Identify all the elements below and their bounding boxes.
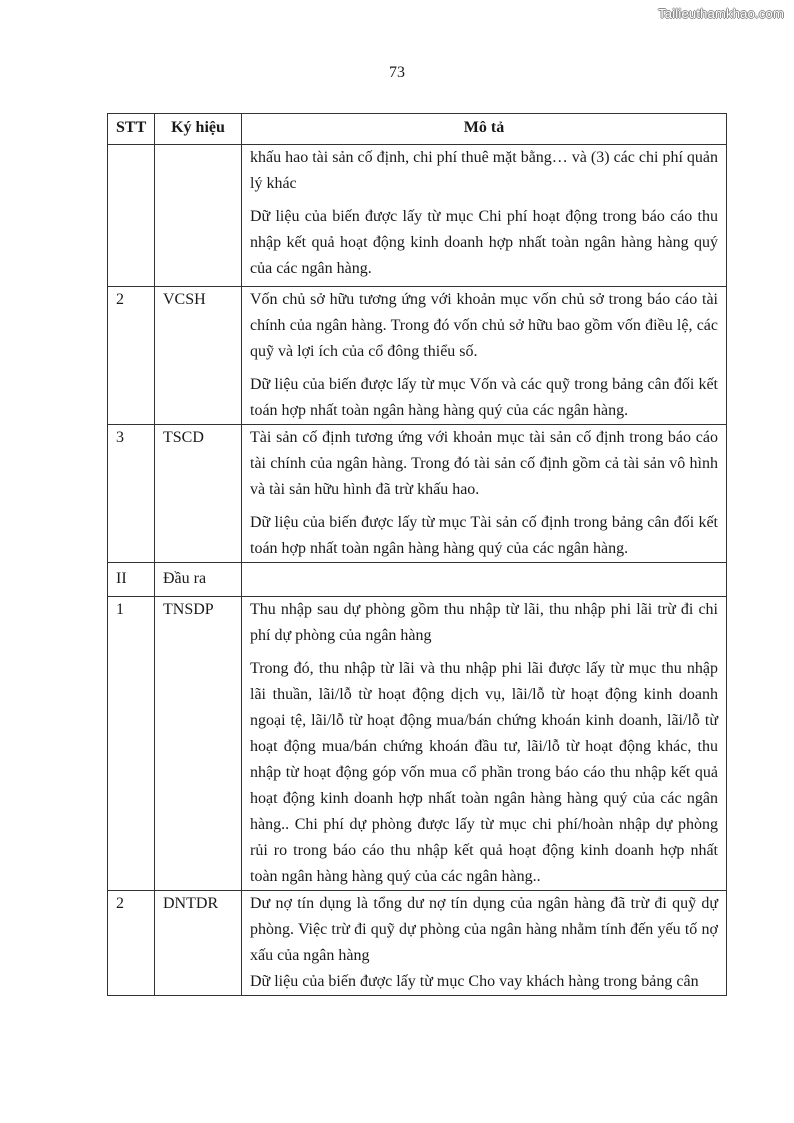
header-description: Mô tả [242,114,727,145]
header-symbol: Ký hiệu [155,114,242,145]
description-paragraph: Trong đó, thu nhập từ lãi và thu nhập phi lãi được lấy từ mục thu nhập lãi thuần, lãi/lỗ từ hoạt động dịch vụ, lãi/lỗ từ hoạt động kinh doanh ngoại tệ, lãi/lỗ từ hoạt động mua/bán chứng khoán kinh doanh, lãi/lỗ từ hoạt động mua/bán chứng khoán đầu tư, lãi/lỗ từ hoạt động khác, thu nhập từ hoạt động góp vốn mua cổ phần trong báo cáo thu nhập kết quả hoạt động kinh doanh hợp nhất toàn ngân hàng hàng quý của các ngân hàng.. Chi phí dự phòng được lấy từ mục chi phí/hoàn nhập dự phòng rủi ro trong báo cáo thu nhập kết quả hoạt động kinh doanh hợp nhất toàn ngân hàng hàng quý của các ngân hàng.. [250,660,718,885]
watermark: Tailieuthamkhao.com [658,6,784,21]
cell-stt: 2 [108,891,155,996]
table-row-section [108,563,727,597]
cell-description [242,891,727,996]
description-paragraph: Dữ liệu của biến được lấy từ mục Tài sản cố định trong bảng cân đối kết toán hợp nhất toàn ngân hàng hàng quý của các ngân hàng. [250,514,718,557]
description-paragraph: Dư nợ tín dụng là tổng dư nợ tín dụng của ngân hàng đã trừ đi quỹ dự phòng. Việc trừ đi quỹ dự phòng của ngân hàng nhằm tính đến yếu tố nợ xấu của ngân hàng [250,895,718,964]
cell-description [242,425,727,563]
table-header-row [108,114,727,145]
table-row [108,891,727,996]
description-paragraph: Dữ liệu của biến được lấy từ mục Vốn và các quỹ trong bảng cân đối kết toán hợp nhất toàn ngân hàng hàng quý của các ngân hàng. [250,376,718,419]
cell-stt [108,145,155,287]
cell-stt: 1 [108,597,155,891]
cell-symbol [155,145,242,287]
description-paragraph: Tài sản cố định tương ứng với khoản mục tài sản cố định trong báo cáo tài chính của ngân hàng. Trong đó tài sản cố định gồm cả tài sản vô hình và tài sản hữu hình đã trừ khấu hao. [250,429,718,498]
description-paragraph: Vốn chủ sở hữu tương ứng với khoản mục vốn chủ sở trong báo cáo tài chính của ngân hàng. Trong đó vốn chủ sở hữu bao gồm vốn điều lệ, các quỹ và lợi ích của cổ đông thiểu số. [250,291,718,360]
cell-symbol: TSCD [155,425,242,563]
cell-stt: II [108,563,155,597]
cell-description [242,563,727,597]
cell-symbol: Đầu ra [155,563,242,597]
cell-description [242,145,727,287]
cell-symbol: VCSH [155,287,242,425]
description-paragraph: Thu nhập sau dự phòng gồm thu nhập từ lãi, thu nhập phi lãi trừ đi chi phí dự phòng của ngân hàng [250,601,718,644]
cell-stt: 3 [108,425,155,563]
cell-description [242,287,727,425]
description-paragraph: khấu hao tài sản cố định, chi phí thuê mặt bằng… và (3) các chi phí quản lý khác [250,149,718,192]
table-row [108,287,727,425]
description-paragraph: Dữ liệu của biến được lấy từ mục Chi phí hoạt động trong báo cáo thu nhập kết quả hoạt động kinh doanh hợp nhất toàn ngân hàng hàng quý của các ngân hàng. [250,208,718,277]
table-row [108,597,727,891]
table-row [108,425,727,563]
page-number: 73 [389,64,405,81]
cell-stt: 2 [108,287,155,425]
variables-table [107,113,727,996]
cell-symbol: TNSDP [155,597,242,891]
cell-description [242,597,727,891]
cell-symbol: DNTDR [155,891,242,996]
table-row [108,145,727,287]
description-paragraph: Dữ liệu của biến được lấy từ mục Cho vay khách hàng trong bảng cân [250,973,699,990]
header-stt: STT [108,114,155,145]
